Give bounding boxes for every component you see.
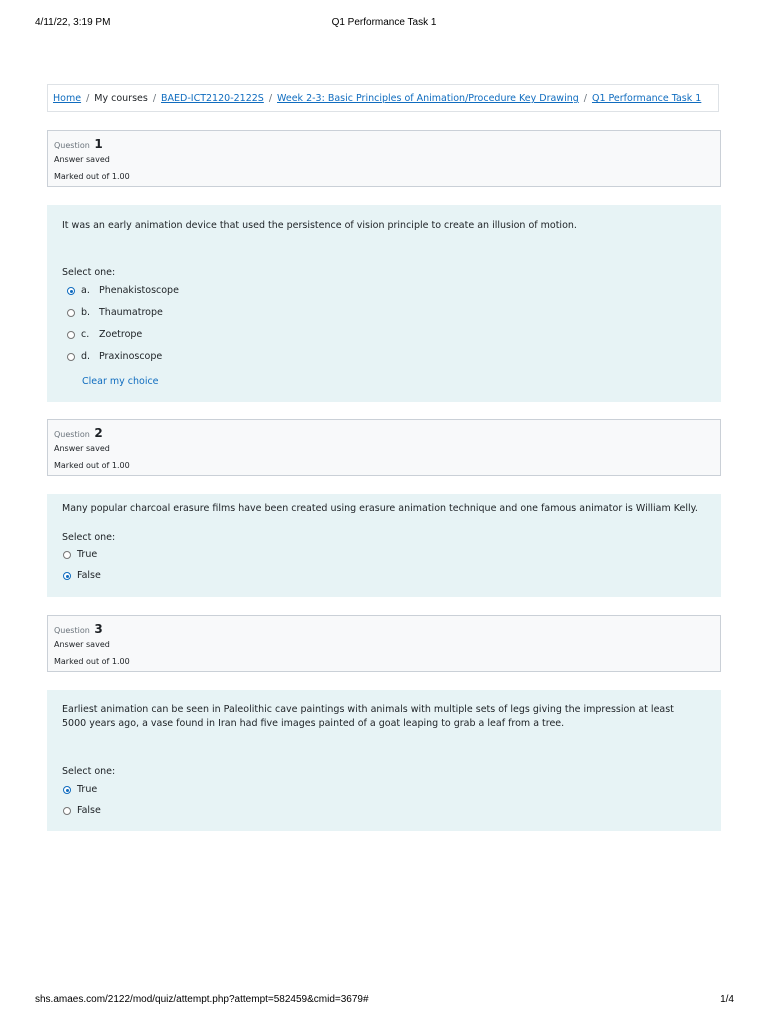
select-one-prompt: Select one: xyxy=(62,766,116,777)
question-state: Answer saved xyxy=(54,640,110,649)
question-label: Question xyxy=(54,626,90,635)
radio-unselected-icon[interactable] xyxy=(67,309,75,317)
question-number xyxy=(54,137,720,151)
question-number xyxy=(54,426,720,440)
option-label: Thaumatrope xyxy=(99,307,163,318)
question-number-value: 3 xyxy=(94,622,103,636)
print-title: Q1 Performance Task 1 xyxy=(331,17,437,28)
option-label: True xyxy=(77,549,98,560)
question-grade: Marked out of 1.00 xyxy=(54,172,130,181)
option-label: True xyxy=(77,784,98,795)
breadcrumb-separator: / xyxy=(86,93,90,104)
radio-selected-icon[interactable] xyxy=(63,572,71,580)
option-label: False xyxy=(77,570,101,581)
answer-option-b[interactable] xyxy=(67,306,163,320)
print-date: 4/11/22, 3:19 PM xyxy=(35,17,111,28)
breadcrumb-separator: / xyxy=(268,93,273,104)
breadcrumb-week-link[interactable]: Week 2-3: Basic Principles of Animation/Procedure Key Drawing xyxy=(277,93,579,104)
option-letter: b. xyxy=(81,307,91,318)
answer-option-false[interactable] xyxy=(63,569,101,583)
breadcrumb-task-link[interactable]: Q1 Performance Task 1 xyxy=(591,93,702,104)
question-3-content xyxy=(47,690,721,831)
question-2-content xyxy=(47,494,721,597)
question-grade: Marked out of 1.00 xyxy=(54,657,130,666)
answer-option-true[interactable] xyxy=(63,548,97,562)
option-label: False xyxy=(77,805,101,816)
question-label: Question xyxy=(54,141,90,150)
clear-choice-link[interactable]: Clear my choice xyxy=(82,376,159,387)
print-url: shs.amaes.com/2122/mod/quiz/attempt.php?attempt=582459&cmid=3679# xyxy=(35,994,369,1005)
question-number xyxy=(54,622,720,636)
question-label: Question xyxy=(54,430,90,439)
question-1-content xyxy=(47,205,721,402)
select-one-prompt: Select one: xyxy=(62,532,116,543)
option-letter: c. xyxy=(81,329,90,340)
option-letter: d. xyxy=(81,351,91,362)
answer-option-a[interactable] xyxy=(67,284,179,298)
question-number-value: 1 xyxy=(94,137,103,151)
breadcrumb-separator: / xyxy=(583,93,587,104)
option-label: Praxinoscope xyxy=(99,351,163,362)
option-letter: a. xyxy=(81,285,90,296)
answer-option-d[interactable] xyxy=(67,350,162,364)
question-number-value: 2 xyxy=(94,426,103,440)
option-label: Phenakistoscope xyxy=(99,285,179,296)
question-2-info xyxy=(47,419,721,476)
question-grade: Marked out of 1.00 xyxy=(54,461,130,470)
breadcrumb-my-courses: My courses xyxy=(94,93,148,104)
select-one-prompt: Select one: xyxy=(62,267,116,278)
question-text: Many popular charcoal erasure films have been created using erasure animation technique and one famous animator is William Kelly. xyxy=(62,503,698,514)
radio-unselected-icon[interactable] xyxy=(67,353,75,361)
question-state: Answer saved xyxy=(54,155,110,164)
question-3-info xyxy=(47,615,721,672)
question-text: It was an early animation device that used the persistence of vision principle to create an illusion of motion. xyxy=(62,220,577,231)
question-state: Answer saved xyxy=(54,444,110,453)
answer-option-c[interactable] xyxy=(67,328,142,342)
radio-unselected-icon[interactable] xyxy=(67,331,75,339)
radio-selected-icon[interactable] xyxy=(67,287,75,295)
breadcrumb xyxy=(47,84,719,112)
print-header xyxy=(0,17,768,31)
question-1-info xyxy=(47,130,721,187)
answer-option-false[interactable] xyxy=(63,804,101,818)
question-text: Earliest animation can be seen in Paleolithic cave paintings with animals with multiple sets of legs giving the impression at least 5000 years ago, a vase found in Iran had five images painted of a goat leaping to grab a leaf from a tree. xyxy=(62,704,674,729)
print-page-number: 1/4 xyxy=(720,994,734,1005)
radio-unselected-icon[interactable] xyxy=(63,551,71,559)
radio-unselected-icon[interactable] xyxy=(63,807,71,815)
option-label: Zoetrope xyxy=(99,329,143,340)
breadcrumb-separator: / xyxy=(152,93,157,104)
breadcrumb-course-link[interactable]: BAED-ICT2120-2122S xyxy=(161,93,264,104)
answer-option-true[interactable] xyxy=(63,783,97,797)
radio-selected-icon[interactable] xyxy=(63,786,71,794)
breadcrumb-home-link[interactable]: Home xyxy=(53,93,82,104)
